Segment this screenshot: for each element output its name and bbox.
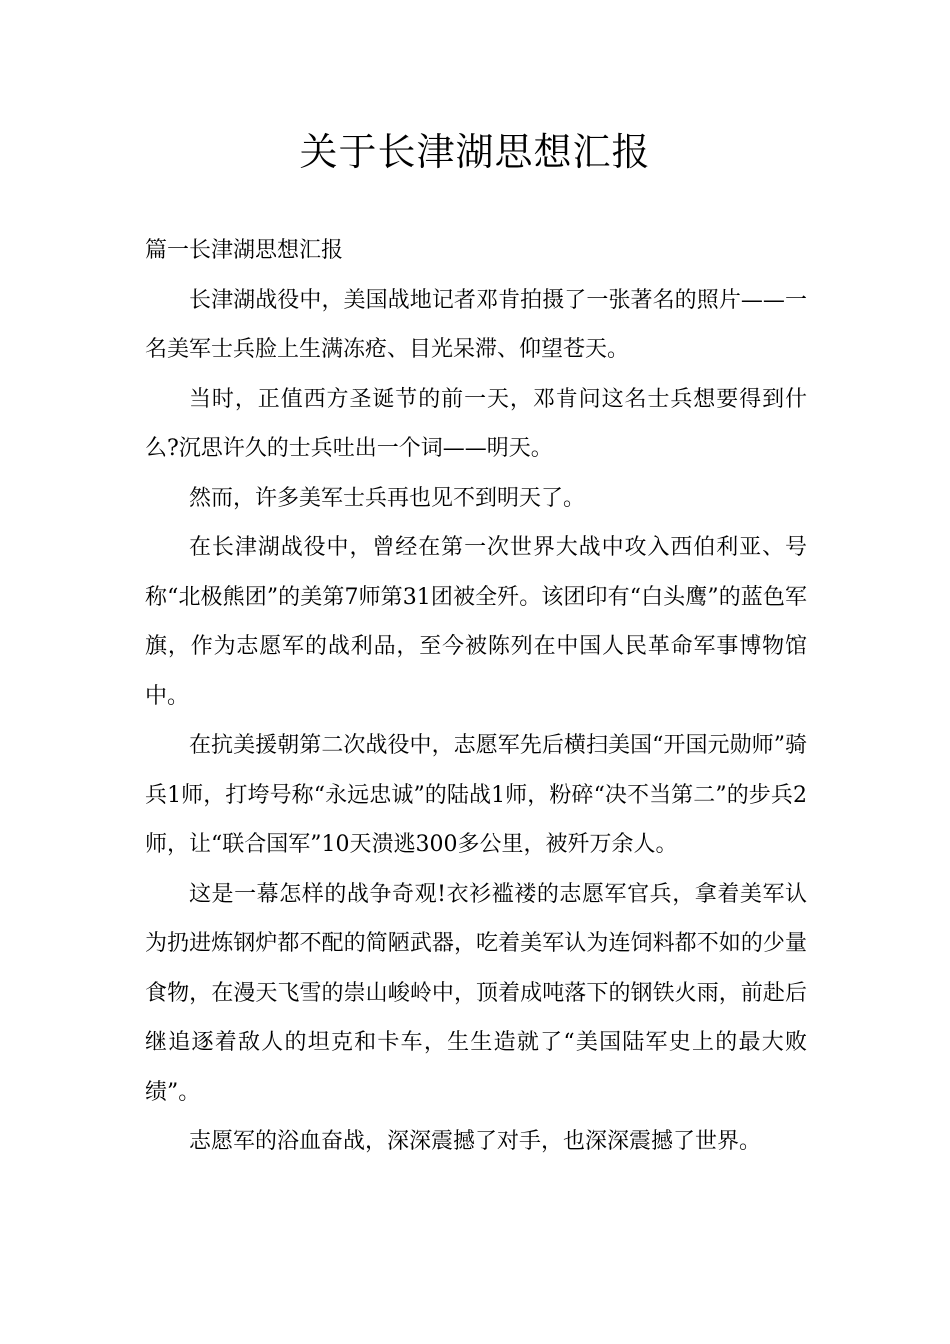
paragraph-1: 长津湖战役中，美国战地记者邓肯拍摄了一张著名的照片——一名美军士兵脸上生满冻疮、目光呆滞、仰望苍天。 bbox=[145, 287, 807, 362]
section-heading: 篇一长津湖思想汇报 bbox=[145, 238, 344, 263]
paragraph-2: 当时，正值西方圣诞节的前一天，邓肯问这名士兵想要得到什么?沉思许久的士兵吐出一个词——明天。 bbox=[145, 386, 807, 461]
paragraph-5: 在抗美援朝第二次战役中，志愿军先后横扫美国“开国元勋师”骑兵1师，打垮号称“永远忠诚”的陆战1师，粉碎“决不当第二”的步兵2师，让“联合国军”10天溃逃300多公里，被歼万余人。 bbox=[145, 733, 807, 857]
document-body bbox=[145, 226, 807, 1167]
document-title: 关于长津湖思想汇报 bbox=[299, 130, 651, 174]
paragraph-3: 然而，许多美军士兵再也见不到明天了。 bbox=[189, 485, 586, 511]
paragraph-4: 在长津湖战役中，曾经在第一次世界大战中攻入西伯利亚、号称“北极熊团”的美第7师第31团被全歼。该团印有“白头鹰”的蓝色军旗，作为志愿军的战利品，至今被陈列在中国人民革命军事博物馆中。 bbox=[145, 535, 807, 709]
paragraph-7: 志愿军的浴血奋战，深深震撼了对手，也深深震撼了世界。 bbox=[189, 1129, 762, 1154]
paragraph-6: 这是一幕怎样的战争奇观!衣衫褴褛的志愿军官兵，拿着美军认为扔进炼钢炉都不配的简陋武器，吃着美军认为连饲料都不如的少量食物，在漫天飞雪的崇山峻岭中，顶着成吨落下的钢铁火雨，前赴后继追逐着敌人的坦克和卡车，生生造就了“美国陆军史上的最大败绩”。 bbox=[145, 881, 807, 1105]
